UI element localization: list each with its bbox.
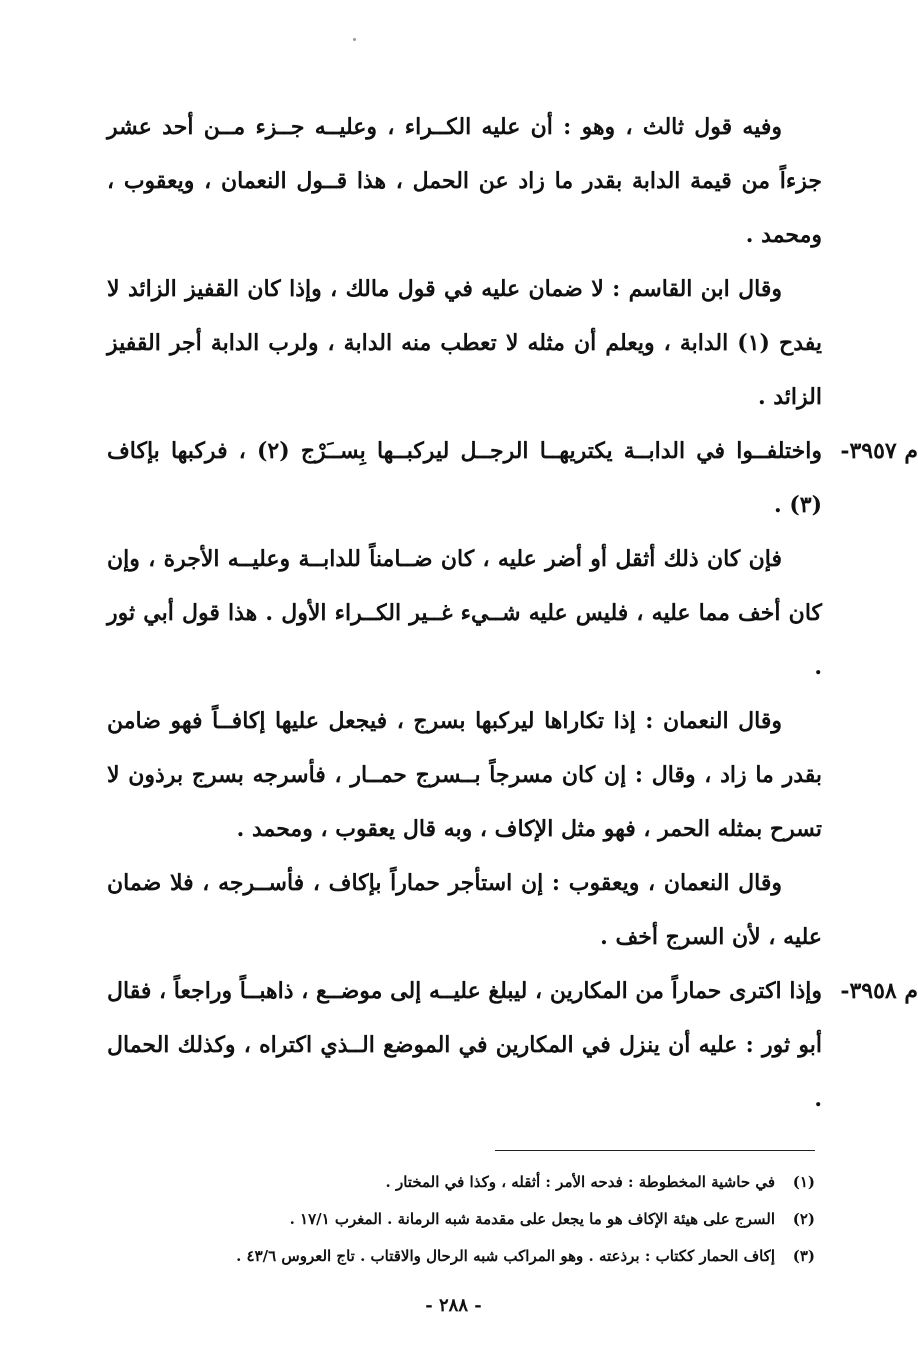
footnote-number: (١) [792, 1173, 815, 1191]
issue-number: م ٣٩٥٧- [840, 438, 918, 464]
scan-speck [353, 38, 356, 41]
footnote-3 [100, 1238, 815, 1275]
paragraph-3: فإن كان ذلك أثقل أو أضر عليه ، كان ضــامناً للدابــة وعليــه الأجرة ، وإن كان أخف مما عليه ، فليس عليه شــيء غــير الكــراء الأول . هذا قول أبي ثور . [107, 546, 822, 680]
footnotes [100, 1164, 815, 1275]
footnote-text: في حاشية المخطوطة : فدحه الأمر : أثقله ، وكذا في المختار . [385, 1173, 775, 1191]
page-number: - ٢٨٨ - [425, 1295, 482, 1316]
issue-3958 [107, 964, 918, 1126]
main-text [107, 100, 918, 1126]
footnote-divider [495, 1150, 815, 1151]
issue-text: واختلفــوا في الدابــة يكتريهــا الرجــل ليركبــها بِســَرْج (٢) ، فركبها بإكاف (٣) . [107, 438, 822, 518]
footnote-1 [100, 1164, 815, 1201]
paragraph-5: وقال النعمان ، ويعقوب : إن استأجر حماراً بإكاف ، فأســرجه ، فلا ضمان عليه ، لأن السرج أخف . [107, 870, 822, 950]
issue-text: وإذا اكترى حماراً من المكارين ، ليبلغ عليــه إلى موضــع ، ذاهبــاً وراجعاً ، فقال أبو ثور : عليه أن ينزل في المكارين في الموضع الــذي اكتراه ، وكذلك الحمال . [107, 978, 822, 1112]
footnote-number: (٣) [792, 1247, 815, 1265]
footnote-number: (٢) [792, 1210, 815, 1228]
footnote-2 [100, 1201, 815, 1238]
paragraph-2: وقال ابن القاسم : لا ضمان عليه في قول مالك ، وإذا كان القفيز الزائد لا يفدح (١) الدابة ، ويعلم أن مثله لا تعطب منه الدابة ، ولرب الدابة أجر القفيز الزائد . [107, 276, 822, 410]
paragraph-4: وقال النعمان : إذا تكاراها ليركبها بسرج ، فيجعل عليها إكافــاً فهو ضامن بقدر ما زاد ، وقال : إن كان مسرجاً بــسرج حمــار ، فأسرجه بسرج برذون لا تسرح بمثله الحمر ، فهو مثل الإكاف ، وبه قال يعقوب ، ومحمد . [107, 708, 822, 842]
paragraph-1: وفيه قول ثالث ، وهو : أن عليه الكــراء ، وعليــه جــزء مــن أحد عشر جزءاً من قيمة الدابة بقدر ما زاد عن الحمل ، هذا قــول النعمان ، ويعقوب ، ومحمد . [107, 114, 822, 248]
issue-3957 [107, 424, 918, 532]
footnote-text: إكاف الحمار ككتاب : برذعته . وهو المراكب شبه الرحال والاقتاب . تاج العروس ٤٣/٦ . [236, 1247, 775, 1265]
issue-number: م ٣٩٥٨- [840, 978, 918, 1004]
footnote-text: السرج على هيئة الإكاف هو ما يجعل على مقدمة شبه الرمانة . المغرب ١٧/١ . [289, 1210, 775, 1228]
